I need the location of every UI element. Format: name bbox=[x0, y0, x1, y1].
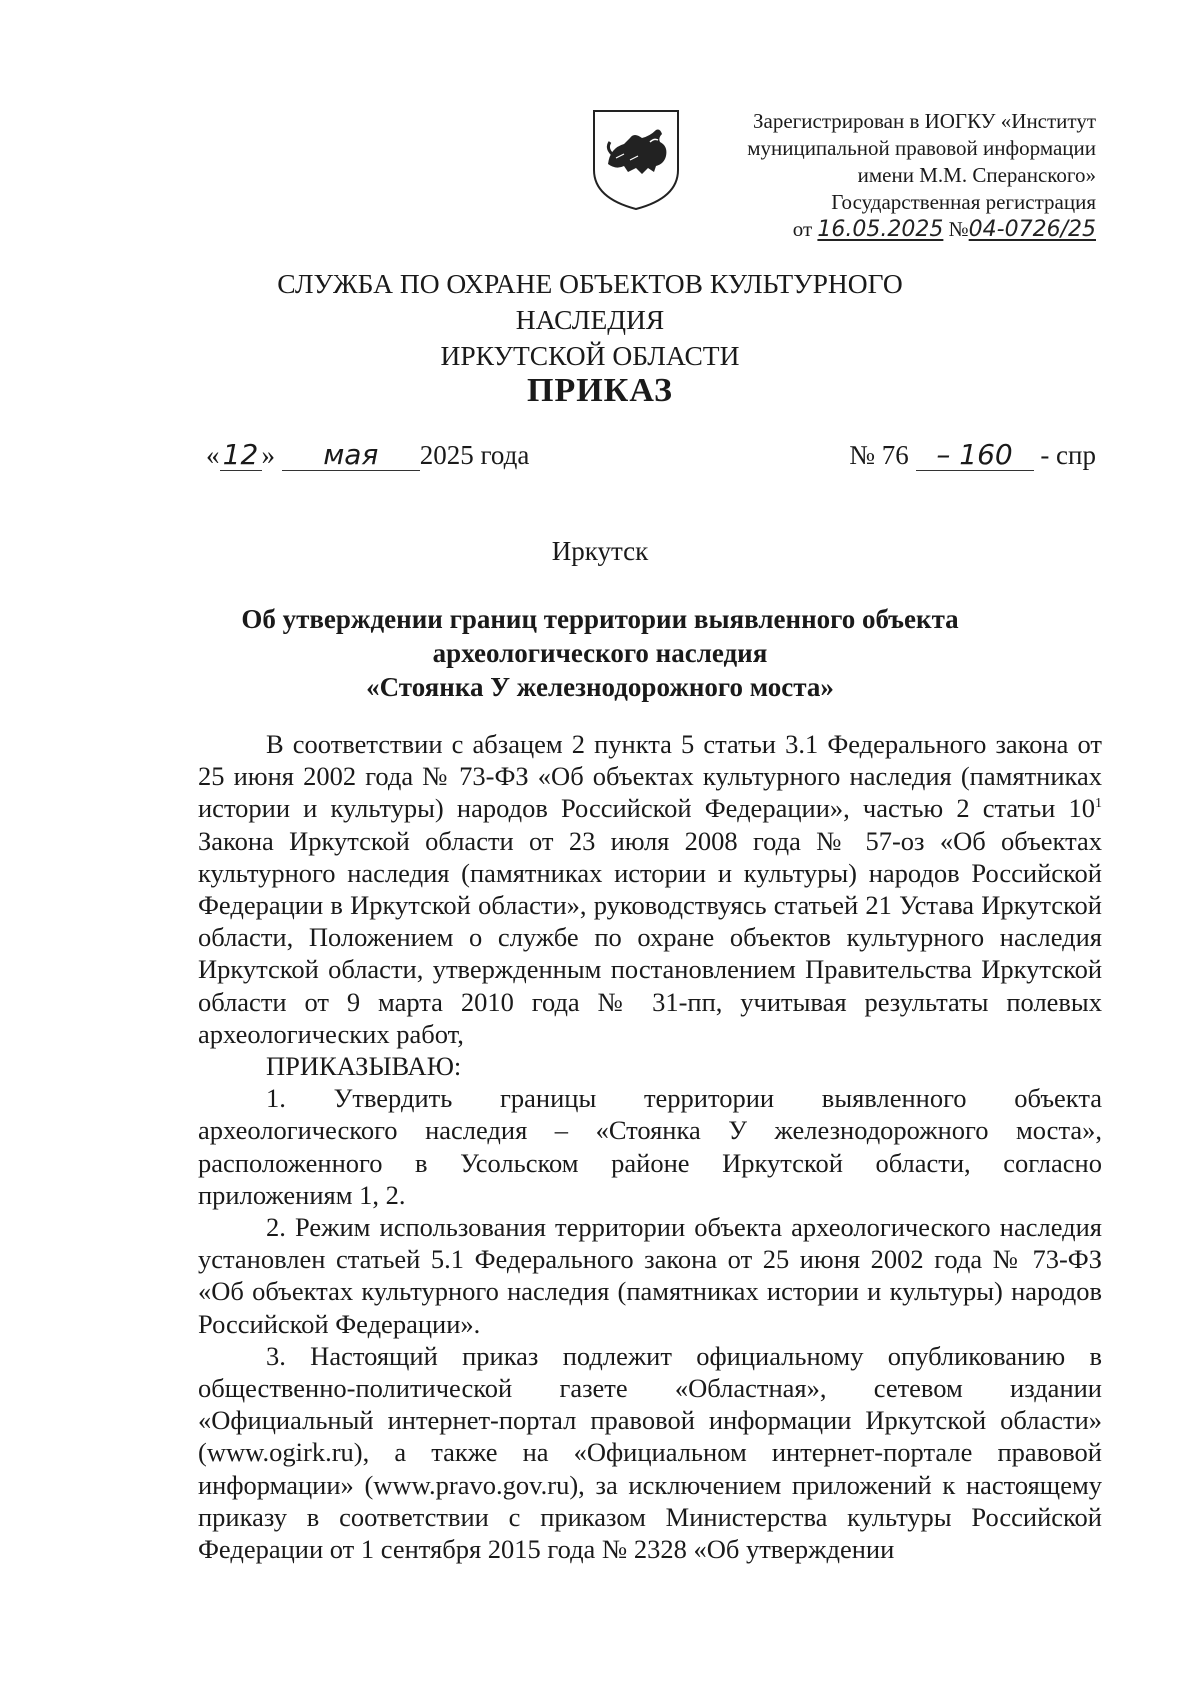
order-year: 2025 года bbox=[419, 440, 530, 470]
order-item-1: 1. Утвердить границы территории выявленного объекта археологического наследия – «Стоянка У железнодорожного моста», расположенного в Усольском районе Иркутской области, согласно приложениям 1, 2. bbox=[198, 1083, 1102, 1210]
registration-line: Государственная регистрация bbox=[831, 190, 1096, 214]
organization-line: СЛУЖБА ПО ОХРАНЕ ОБЪЕКТОВ КУЛЬТУРНОГО НАСЛЕДИЯ bbox=[277, 268, 903, 335]
registration-from-label: от bbox=[792, 217, 813, 241]
quote-open: « bbox=[206, 440, 220, 470]
organization-name bbox=[200, 266, 980, 374]
order-subject bbox=[200, 602, 1000, 704]
organization-line: ИРКУТСКОЙ ОБЛАСТИ bbox=[440, 340, 740, 371]
order-month: мая bbox=[282, 440, 420, 471]
subject-line: археологического наследия bbox=[432, 638, 768, 668]
order-body bbox=[198, 728, 1102, 1565]
registration-line: имени М.М. Сперанского» bbox=[857, 163, 1096, 187]
coat-of-arms-icon bbox=[590, 108, 682, 212]
order-number-value: – 160 bbox=[916, 440, 1034, 471]
subject-line: Об утверждении границ территории выявленного объекта bbox=[241, 604, 959, 634]
subject-line: «Стоянка У железнодорожного моста» bbox=[366, 672, 834, 702]
quote-close: » bbox=[261, 440, 275, 470]
registration-line: Зарегистрирован в ИОГКУ «Институт bbox=[752, 109, 1096, 133]
order-number bbox=[849, 440, 1096, 471]
registration-number: 04-0726/25 bbox=[968, 217, 1096, 242]
order-number-prefix: № 76 bbox=[849, 440, 909, 470]
order-date bbox=[206, 440, 529, 471]
order-number-suffix: - спр bbox=[1040, 440, 1096, 470]
registration-date: 16.05.2025 bbox=[817, 217, 944, 242]
order-word: ПРИКАЗЫВАЮ: bbox=[266, 1051, 462, 1082]
superscript: 1 bbox=[1095, 796, 1102, 812]
order-item-2: 2. Режим использования территории объекта археологического наследия установлен статьей 5.1 Федерального закона от 25 июня 2002 года № 73-ФЗ «Об объектах культурного наследия (памятниках истории и культуры) народов Российской Федерации». bbox=[198, 1212, 1102, 1339]
order-item-3: 3. Настоящий приказ подлежит официальному опубликованию в общественно-политической газете «Областная», сетевом издании «Официальный интернет-портал правовой информации Иркутской области» (www.ogirk.ru), а также на «Официальном интернет-портале правовой информации» (www.pravo.gov.ru), за исключением приложений к настоящему приказу в соответствии с приказом Министерства культуры Российской Федерации от 1 сентября 2015 года № 2328 «Об утверждении bbox=[198, 1340, 1102, 1565]
city-name: Иркутск bbox=[551, 536, 649, 566]
registration-date-number bbox=[676, 216, 1096, 243]
registration-number-label: № bbox=[948, 217, 969, 241]
preamble-paragraph: В соответствии с абзацем 2 пункта 5 статьи 3.1 Федерального закона от 25 июня 2002 года № 73-ФЗ «Об объектах культурного наследия (памятниках истории и культуры) народов Российской Федерации», частью 2 статьи $10^1$ Закона Иркутской области от 23 июля 2008 года № 57-оз «Об объектах культурного наследия (памятниках истории и культуры) народов Российской Федерации в Иркутской области», руководствуясь статьей 21 Устава Иркутской области, Положением о службе по охране объектов культурного наследия Иркутской области, утвержденным постановлением Правительства Иркутской области от 9 марта 2010 года № 31-пп, учитывая результаты полевых археологических работ, bbox=[198, 729, 1102, 1049]
document-type-title: ПРИКАЗ bbox=[527, 372, 673, 409]
order-day: 12 bbox=[220, 440, 262, 471]
registration-line: муниципальной правовой информации bbox=[747, 136, 1096, 160]
registration-stamp bbox=[676, 108, 1096, 243]
